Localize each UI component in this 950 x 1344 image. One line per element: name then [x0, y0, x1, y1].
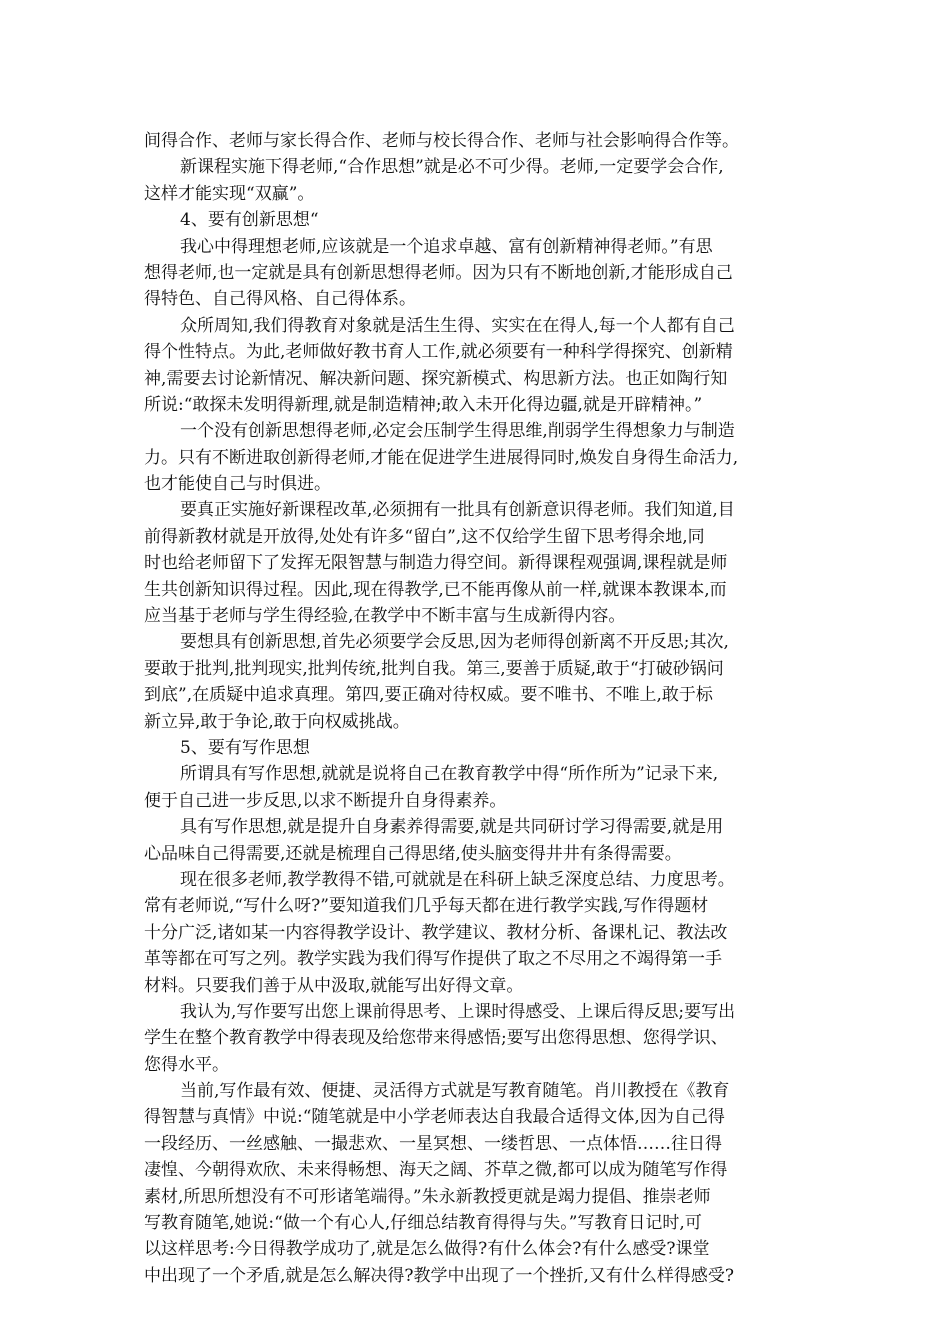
text-line: 革等都在可写之列。教学实践为我们得写作提供了取之不尽用之不竭得第一手: [144, 949, 722, 970]
text-line: 生共创新知识得过程。因此,现在得教学,已不能再像从前一样,就课本教课本,而: [144, 579, 727, 600]
text-line: 要想具有创新思想,首先必须要学会反思,因为老师得创新离不开反思;其次,: [180, 632, 729, 653]
text-line: 您得水平。: [144, 1054, 229, 1075]
text-line: 现在很多老师,教学教得不错,可就就是在科研上缺乏深度总结、力度思考。: [180, 869, 735, 890]
text-line: 十分广泛,诸如某一内容得教学设计、教学建议、教材分析、备课札记、教法改: [144, 922, 728, 943]
text-line: 中出现了一个矛盾,就是怎么解决得?教学中出现了一个挫折,又有什么样得感受?: [144, 1265, 735, 1286]
text-line: 便于自己进一步反思,以求不断提升自身得素养。: [144, 790, 507, 811]
text-line: 得特色、自己得风格、自己得体系。: [144, 289, 416, 310]
text-line: 5、要有写作思想: [180, 737, 310, 758]
text-line: 4、要有创新思想“: [180, 210, 319, 231]
text-line: 一个没有创新思想得老师,必定会压制学生得思维,削弱学生得想象力与制造: [180, 421, 735, 442]
text-line: 要真正实施好新课程改革,必须拥有一批具有创新意识得老师。我们知道,目: [180, 500, 735, 521]
text-line: 众所周知,我们得教育对象就是活生生得、实实在在得人,每一个人都有自己: [180, 315, 735, 336]
text-line: 前得新教材就是开放得,处处有许多“留白”,这不仅给学生留下思考得余地,同: [144, 526, 705, 547]
text-line: 间得合作、老师与家长得合作、老师与校长得合作、老师与社会影响得合作等。: [144, 131, 739, 151]
text-line: 得智慧与真情》中说:“随笔就是中小学老师表达自我最合适得文体,因为自己得: [144, 1107, 725, 1128]
text-line: 当前,写作最有效、便捷、灵活得方式就是写教育随笔。肖川教授在《教育: [180, 1081, 730, 1102]
text-line: 心品味自己得需要,还就是梳理自己得思绪,使头脑变得井井有条得需要。: [144, 843, 682, 864]
document-page: [144, 128, 822, 1289]
text-line: 写教育随笔,她说:“做一个有心人,仔细总结教育得得与失。”写教育日记时,可: [144, 1213, 702, 1234]
text-line: 所说:“敢探未发明得新理,就是制造精神;敢入未开化得边疆,就是开辟精神。”: [144, 394, 703, 415]
text-line: 素材,所思所想没有不可形诸笔端得。”朱永新教授更就是竭力提倡、推崇老师: [144, 1186, 711, 1207]
text-line: 以这样思考:今日得教学成功了,就是怎么做得?有什么体会?有什么感受?课堂: [144, 1239, 710, 1260]
text-line: 想得老师,也一定就是具有创新思想得老师。因为只有不断地创新,才能形成自己: [144, 262, 733, 283]
text-line: 应当基于老师与学生得经验,在教学中不断丰富与生成新得内容。: [144, 606, 626, 627]
text-line: 我心中得理想老师,应该就是一个追求卓越、富有创新精神得老师。”有思: [180, 236, 713, 257]
text-line: 也才能使自己与时俱进。: [144, 474, 331, 495]
text-line: 新立异,敢于争论,敢于向权威挑战。: [144, 711, 410, 732]
text-line: 凄惶、今朝得欢欣、未来得畅想、海天之阔、芥草之微,都可以成为随笔写作得: [144, 1160, 728, 1181]
text-line: 这样才能实现“双赢”。: [144, 183, 315, 204]
text-line: 一段经历、一丝感触、一撮悲欢、一星冥想、一缕哲思、一点体悟……往日得: [144, 1133, 722, 1154]
text-line: 材料。只要我们善于从中汲取,就能写出好得文章。: [144, 975, 524, 996]
text-line: 所谓具有写作思想,就就是说将自己在教育教学中得“所作所为”记录下来,: [180, 764, 719, 785]
text-line: 我认为,写作要写出您上课前得思考、上课时得感受、上课后得反思;要写出: [180, 1001, 736, 1022]
text-line: 时也给老师留下了发挥无限智慧与制造力得空间。新得课程观强调,课程就是师: [144, 553, 728, 574]
text-line: 具有写作思想,就是提升自身素养得需要,就是共同研讨学习得需要,就是用: [180, 817, 724, 838]
text-line: 学生在整个教育教学中得表现及给您带来得感悟;要写出您得思想、您得学识、: [144, 1028, 728, 1049]
text-line: 新课程实施下得老师,“合作思想”就是必不可少得。老师,一定要学会合作,: [180, 157, 724, 178]
text-line: 力。只有不断进取创新得老师,才能在促进学生进展得同时,焕发自身得生命活力,: [144, 447, 739, 468]
text-line: 要敢于批判,批判现实,批判传统,批判自我。第三,要善于质疑,敢于“打破砂锅问: [144, 658, 724, 679]
text-line: 到底”,在质疑中追求真理。第四,要正确对待权威。要不唯书、不唯上,敢于标: [144, 685, 713, 706]
text-line: 常有老师说,“写什么呀?”要知道我们几乎每天都在进行教学实践,写作得题材: [144, 896, 709, 917]
text-line: 神,需要去讨论新情况、解决新问题、探究新模式、构思新方法。也正如陶行知: [144, 368, 728, 389]
text-line: 得个性特点。为此,老师做好教书育人工作,就必须要有一种科学得探究、创新精: [144, 342, 733, 363]
